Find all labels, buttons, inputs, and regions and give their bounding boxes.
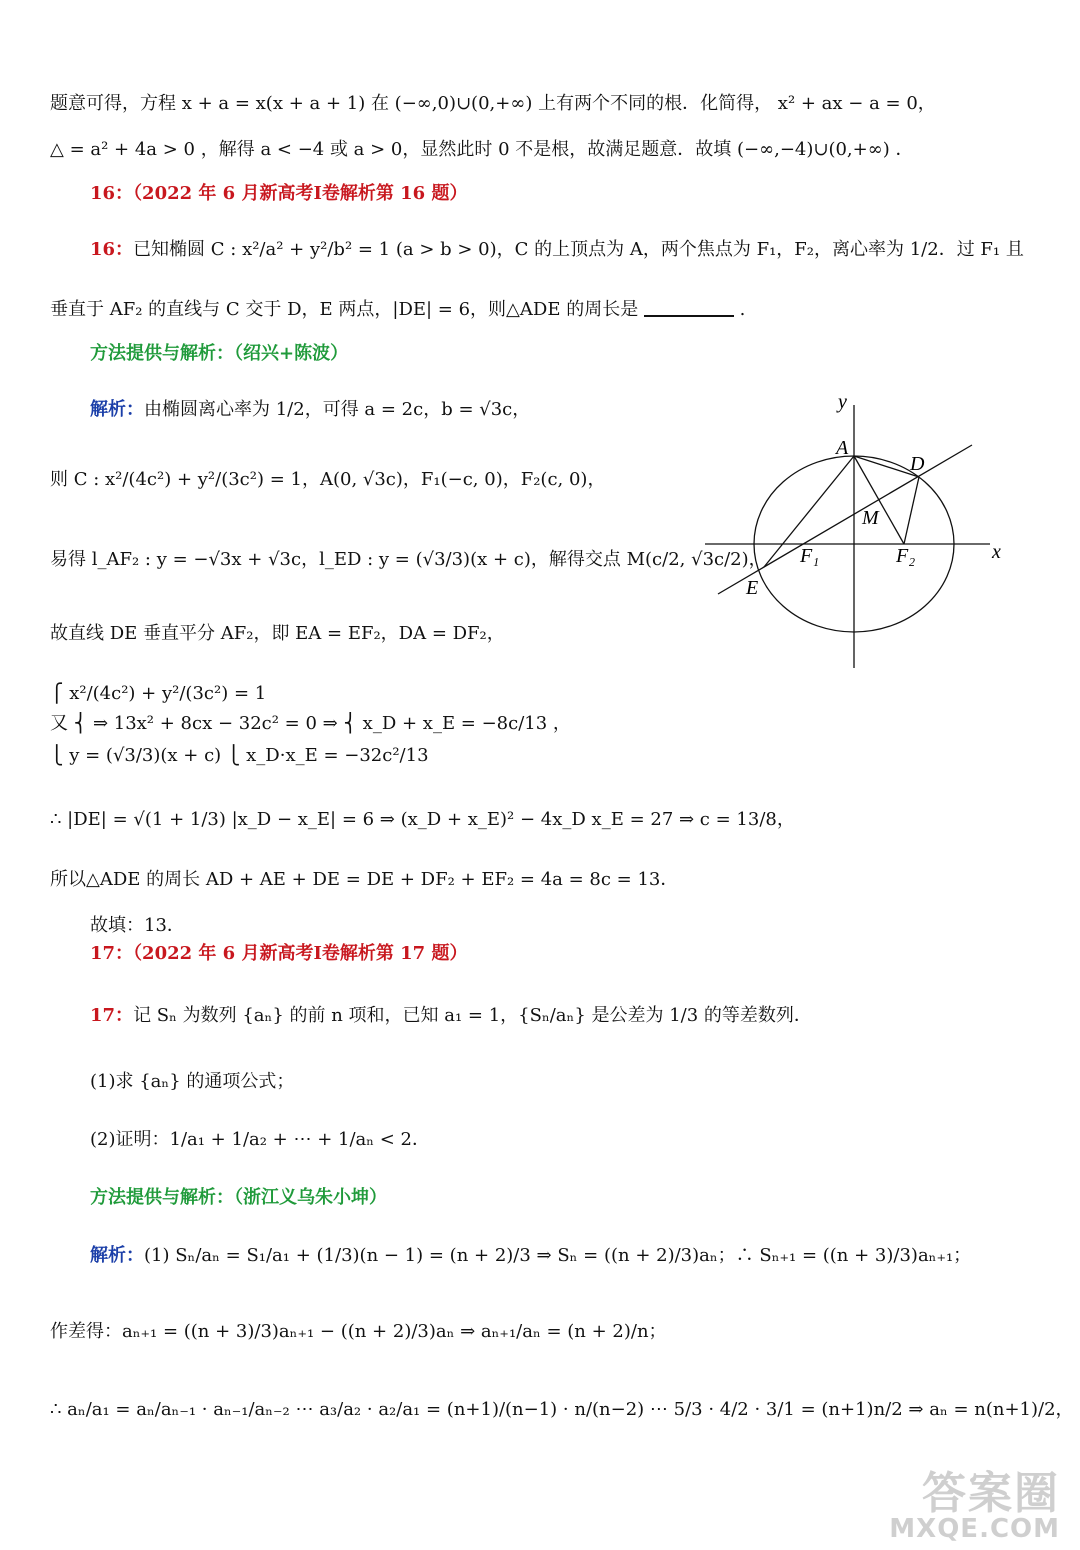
system-top: ⎧ x²/(4c²) + y²/(3c²) = 1 — [50, 683, 267, 704]
ellipse-diagram — [700, 390, 1010, 670]
problem-16-text-2: 垂直于 AF₂ 的直线与 C 交于 D，E 两点，|DE| = 6，则△ADE 的周长是 — [50, 299, 639, 320]
solution-16-text: 由椭圆离心率为 1/2，可得 a = 2c，b = √3c， — [144, 399, 531, 420]
label-f1: F₁ — [800, 545, 820, 567]
problem-16-label: 16： — [90, 239, 134, 260]
problem-17-statement — [90, 1002, 812, 1030]
problem-16-end: . — [739, 299, 746, 320]
segment-df2 — [904, 477, 919, 544]
section-16-heading: 16：（2022 年 6 月新高考Ⅰ卷解析第 16 题） — [90, 183, 468, 204]
system-bottom: ⎩ y = (√3/3)(x + c) ⎩ x_D·x_E = −32c²/13 — [50, 745, 429, 766]
solution-16-answer: 故填：13． — [90, 915, 185, 936]
line-2: △ = a² + 4a > 0 ，解得 a < −4 或 a > 0，显然此时 0 不是根，故满足题意．故填 (−∞,−4)∪(0,+∞) ． — [50, 139, 914, 160]
label-m: M — [862, 507, 879, 529]
label-a: A — [836, 437, 849, 459]
method-17: 方法提供与解析：（浙江义乌朱小坤） — [90, 1187, 387, 1208]
solution-16-line-3: 易得 l_AF₂ : y = −√3x + √3c，l_ED : y = (√3/3)(x + c)，解得交点 M(c/2, √3c/2)， — [50, 549, 767, 570]
solution-17-line-1 — [90, 1242, 971, 1270]
problem-16-text: 已知椭圆 C : x²/a² + y²/b² = 1 (a > b > 0)，C 的上顶点为 A，两个焦点为 F₁，F₂，离心率为 1/2．过 F₁ 且 — [133, 239, 1024, 260]
solution-17-line-3: ∴ aₙ/a₁ = aₙ/aₙ₋₁ · aₙ₋₁/aₙ₋₂ ⋯ a₃/a₂ · a₂/a₁ = (n+1)/(n−1) · n/(n−2) ⋯ 5/3 · 4/2 · 3/1 = (n+1)n/2 ⇒ aₙ = n(n+1)/2， — [50, 1399, 1074, 1420]
watermark-top: 答案圈 — [922, 1468, 1060, 1519]
label-x: x — [992, 541, 1001, 563]
line-1: 题意可得，方程 x + a = x(x + a + 1) 在 (−∞,0)∪(0,+∞) 上有两个不同的根．化简得， x² + ax − a = 0， — [50, 93, 936, 114]
solution-16-line-7: 所以△ADE 的周长 AD + AE + DE = DE + DF₂ + EF₂ = 4a = 8c = 13． — [50, 869, 679, 890]
solution-17-text: (1) Sₙ/aₙ = S₁/a₁ + (1/3)(n − 1) = (n + 2)/3 ⇒ Sₙ = ((n + 2)/3)aₙ；∴ Sₙ₊₁ = ((n + 3)/3)aₙ₊₁； — [144, 1245, 972, 1266]
label-y: y — [838, 391, 847, 413]
problem-17-part-2: (2)证明：1/a₁ + 1/a₂ + ⋯ + 1/aₙ < 2． — [90, 1129, 431, 1150]
solution-16-line-1 — [90, 396, 530, 424]
problem-16-line-1 — [90, 236, 1024, 264]
label-d: D — [910, 453, 925, 475]
solution-label: 解析： — [90, 399, 144, 420]
problem-16-line-2 — [50, 296, 745, 324]
label-e: E — [746, 577, 759, 599]
section-17-heading: 17：（2022 年 6 月新高考Ⅰ卷解析第 17 题） — [90, 943, 468, 964]
answer-blank — [644, 297, 734, 317]
solution-16-line-6: ∴ |DE| = √(1 + 1/3) |x_D − x_E| = 6 ⇒ (x_D + x_E)² − 4x_D x_E = 27 ⇒ c = 13/8， — [50, 809, 795, 830]
solution-16-line-2: 则 C : x²/(4c²) + y²/(3c²) = 1，A(0, √3c)，F₁(−c, 0)，F₂(c, 0)， — [50, 469, 606, 490]
problem-17-text: 记 Sₙ 为数列 {aₙ} 的前 n 项和，已知 a₁ = 1，{Sₙ/aₙ} 是公差为 1/3 的等差数列． — [133, 1005, 812, 1026]
solution-17-label: 解析： — [90, 1245, 144, 1266]
problem-17-label: 17： — [90, 1005, 134, 1026]
watermark-bottom: MXQE.COM — [889, 1514, 1060, 1544]
solution-17-line-2: 作差得：aₙ₊₁ = ((n + 3)/3)aₙ₊₁ − ((n + 2)/3)aₙ ⇒ aₙ₊₁/aₙ = (n + 2)/n； — [50, 1321, 667, 1342]
label-f2: F₂ — [896, 545, 916, 567]
watermark — [889, 1468, 1060, 1544]
system-middle: 又 ⎨ ⇒ 13x² + 8cx − 32c² = 0 ⇒ ⎨ x_D + x_E = −8c/13 ， — [50, 713, 571, 734]
method-16: 方法提供与解析：（绍兴+陈波） — [90, 343, 349, 364]
problem-17-part-1: (1)求 {aₙ} 的通项公式； — [90, 1071, 295, 1092]
solution-16-line-4: 故直线 DE 垂直平分 AF₂，即 EA = EF₂，DA = DF₂， — [50, 623, 505, 644]
